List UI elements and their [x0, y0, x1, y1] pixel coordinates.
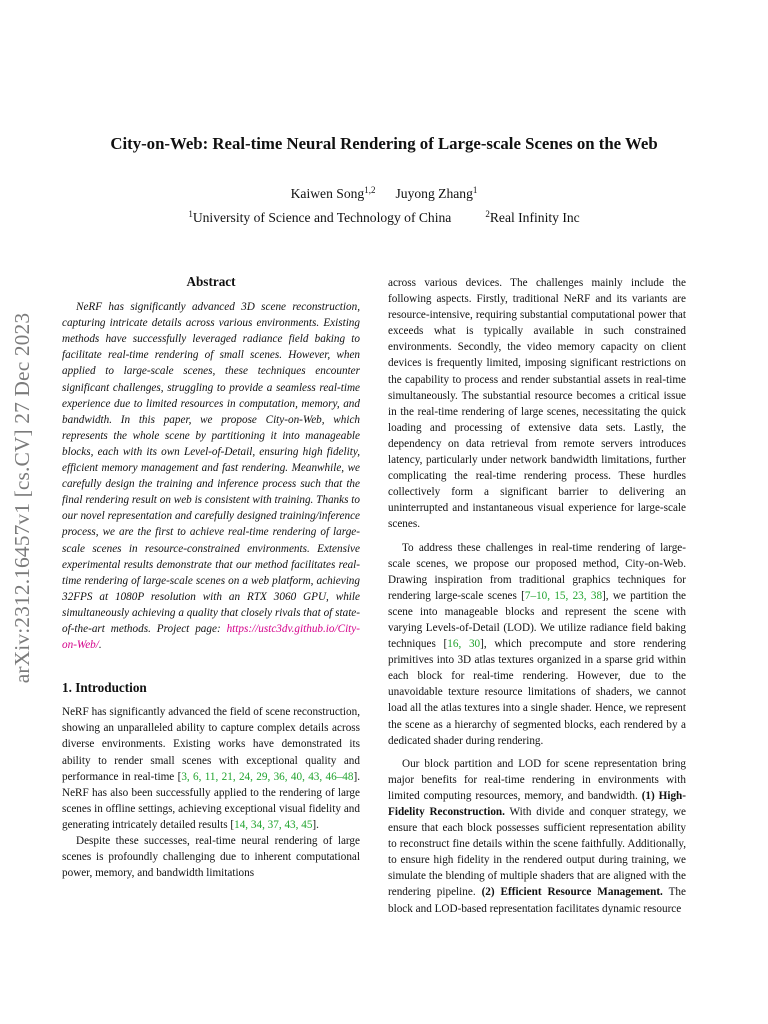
citation-links[interactable]: 14, 34, 37, 43, 45 [234, 818, 313, 831]
text-run: ]. NeRF has also been successfully applied to the rendering of large scenes in offline settings, achieving exceptional visual fidelity and generating intricately detailed results [ [62, 770, 360, 831]
body-paragraph [388, 756, 686, 917]
right-column [388, 275, 686, 917]
text-run: NeRF has significantly advanced the field of scene reconstruction, showing an unparalleled ability to capture complex details across diverse environments. Existing works have demonstrated its ability to render small scenes with exceptional quality and performance in real-time [ [62, 706, 360, 783]
paper-title: City-on-Web: Real-time Neural Rendering of Large-scale Scenes on the Web [110, 134, 658, 153]
citation-links[interactable]: 7–10, 15, 23, 38 [524, 589, 603, 602]
bold-run: (1) High-Fidelity Reconstruction. [388, 789, 687, 818]
abstract-heading: Abstract [186, 274, 236, 289]
affiliation: Real Infinity Inc [489, 210, 580, 225]
author-name: Kaiwen Song [290, 186, 365, 201]
author-affil-mark: 1 [472, 185, 478, 195]
author-line [0, 186, 768, 202]
author-affil-mark: 1,2 [364, 185, 376, 195]
abstract-end: . [98, 639, 102, 652]
text-run: Our block partition and LOD for scene representation bring major benefits for real-time rendering in environments with limited computing resources, memory, and bandwidth. [388, 757, 686, 802]
affil-mark: 2 [485, 209, 490, 219]
abstract-text: NeRF has significantly advanced 3D scene reconstruction, capturing intricate details across various environments. Existing methods have successfully leveraged radiance field baking to facilitate real-time rendering of small scenes. However, when applied to large-scale scenes, these techniques encounter significant challenges, struggling to provide a seamless real-time experience due to limited resources in computation, memory, and bandwidth. In this paper, we propose City-on-Web, which represents the whole scene by partitioning it into manageable blocks, each with its own Level-of-Detail, ensuring high fidelity, efficient memory management and fast rendering. Meanwhile, we carefully design the training and inference process such that the final rendering result on web is consistent with training. Thanks to our novel representation and carefully designed training/inference process, we are the first to achieve real-time rendering of large-scale scenes in resource-constrained environments. Extensive experimental results demonstrate that our method facilitates real-time rendering of large-scale scenes on a web platform, achieving 32FPS at 1080P resolution with an RTX 3060 GPU, while simultaneously achieving a quality that closely rivals that of state-of-the-art methods. Project page: [62, 301, 360, 635]
affil-mark: 1 [188, 209, 193, 219]
left-column [62, 274, 360, 881]
affiliation-line [0, 210, 768, 226]
intro-paragraph [62, 704, 360, 833]
author-name: Juyong Zhang [395, 186, 473, 201]
body-paragraph: across various devices. The challenges mainly include the following aspects. Firstly, traditional NeRF and its variants are resource-intensive, requiring substantial computational power that exceeds what is typically available in such constrained environments. Secondly, the video memory capacity on client devices is frequently limited, imposing significant restrictions on the capability to process and render substantial assets in real-time simultaneously. The substantial resource becomes a critical issue in the real-time rendering of large scenes, necessitating the quick loading and processing of extensive data sets. Lastly, the dependency on data retrieval from remote servers introduces latency, particularly under network bandwidth limitations, further complicating the real-time rendering process. These hurdles collectively form a significant barrier to delivering an uninterrupted and instantaneous visual experience for large-scale scenes. [388, 277, 686, 531]
abstract-body [62, 299, 360, 653]
arxiv-identifier: arXiv:2312.16457v1 [cs.CV] 27 Dec 2023 [10, 312, 34, 684]
text-run: ], which precompute and store rendering primitives into 3D atlas textures organized in a sparse grid within each block for real-time rendering. However, due to the unavoidable texture resource limitations of shaders, we cannot load all the atlas textures into a single shader. Hence, we represent the scene as a hierarchy of segmented blocks, each rendered by a dedicated shader during rendering. [388, 638, 686, 747]
citation-links[interactable]: 3, 6, 11, 21, 24, 29, 36, 40, 43, 46–48 [181, 770, 354, 783]
affiliation: University of Science and Technology of China [192, 210, 452, 225]
text-run: The block and LOD-based representation facilitates dynamic resource [388, 886, 686, 915]
text-run: ], we partition the scene into manageable blocks and represent the scene with varying Levels-of-Detail (LOD). We utilize radiance field baking techniques [ [388, 589, 687, 651]
bold-run: (2) Efficient Resource Management. [481, 886, 663, 899]
text-run: To address these challenges in real-time rendering of large-scale scenes, we propose our proposed method, City-on-Web. Drawing inspiration from traditional graphics techniques for rendering large-scale scenes [ [388, 541, 686, 602]
citation-links[interactable]: 16, 30 [447, 638, 481, 651]
intro-paragraph: Despite these successes, real-time neural rendering of large scenes is profoundly challenging due to inherent computational power, memory, and bandwidth limitations [62, 835, 360, 880]
text-run: With divide and conquer strategy, we ensure that each block possesses sufficient representation ability to reconstruct fine details within the scene faithfully. Additionally, to ensure high fidelity in the rendered output during training, we simulate the blending of multiple shaders that are aligned with the rendering pipeline. [388, 806, 686, 899]
text-run: ]. [312, 818, 319, 831]
body-paragraph [388, 540, 686, 749]
section-heading-introduction: 1. Introduction [62, 680, 147, 696]
project-page-link[interactable]: https://ustc3dv.github.io/City-on-Web/ [62, 622, 360, 652]
